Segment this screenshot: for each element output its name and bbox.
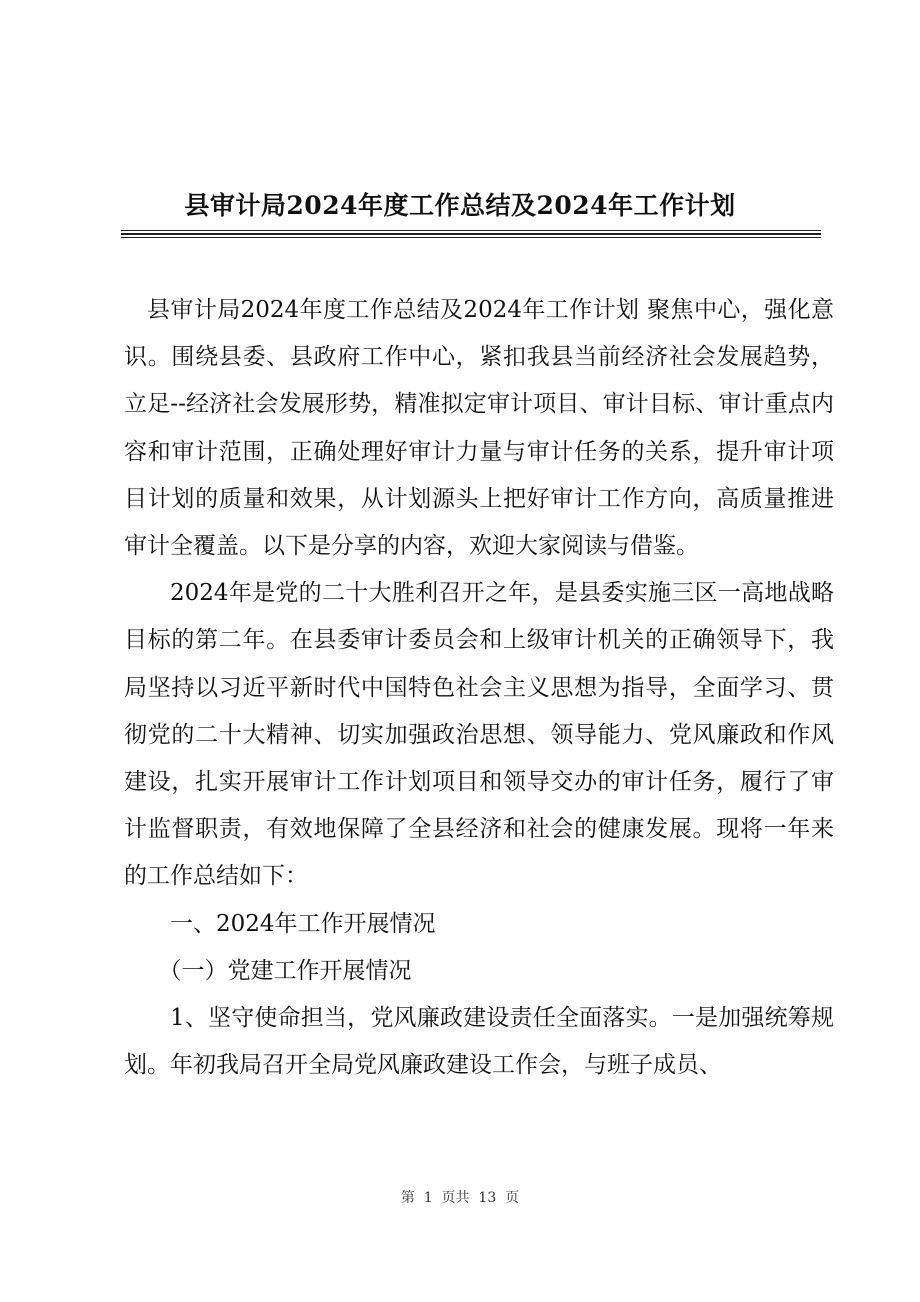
document-body <box>124 287 834 1089</box>
section-heading: 一、2024年工作开展情况 <box>170 910 436 937</box>
summary-paragraph: 2024年是党的二十大胜利召开之年，是县委实施三区一高地战略目标的第二年。在县委审计委员会和上级审计机关的正确领导下，我局坚持以习近平新时代中国特色社会主义思想为指导，全面学习、贯彻党的二十大精神、切实加强政治思想、领导能力、党风廉政和作风建设，扎实开展审计工作计划项目和领导交办的审计任务，履行了审计监督职责，有效地保障了全县经济和社会的健康发展。现将一年来的工作总结如下： <box>124 580 834 890</box>
title-underline-top <box>121 230 821 231</box>
item-paragraph: 1、坚守使命担当，党风廉政建设责任全面落实。一是加强统筹规划。年初我局召开全局党风廉政建设工作会，与班子成员、 <box>124 1005 834 1079</box>
intro-paragraph: 县审计局2024年度工作总结及2024年工作计划 聚焦中心，强化意识。围绕县委、县政府工作中心，紧扣我县当前经济社会发展趋势，立足--经济社会发展形势，精准拟定审计项目、审计目标、审计重点内容和审计范围，正确处理好审计力量与审计任务的关系，提升审计项目计划的质量和效果，从计划源头上把好审计工作方向，高质量推进审计全覆盖。以下是分享的内容，欢迎大家阅读与借鉴。 <box>124 297 834 560</box>
subsection-heading: （一）党建工作开展情况 <box>158 957 412 984</box>
page-number-footer: 第 1 页共 13 页 <box>400 1190 520 1206</box>
title-underline-bottom <box>121 237 821 238</box>
document-title: 县审计局2024年度工作总结及2024年工作计划 <box>184 191 736 220</box>
title-underline-middle <box>121 233 821 235</box>
